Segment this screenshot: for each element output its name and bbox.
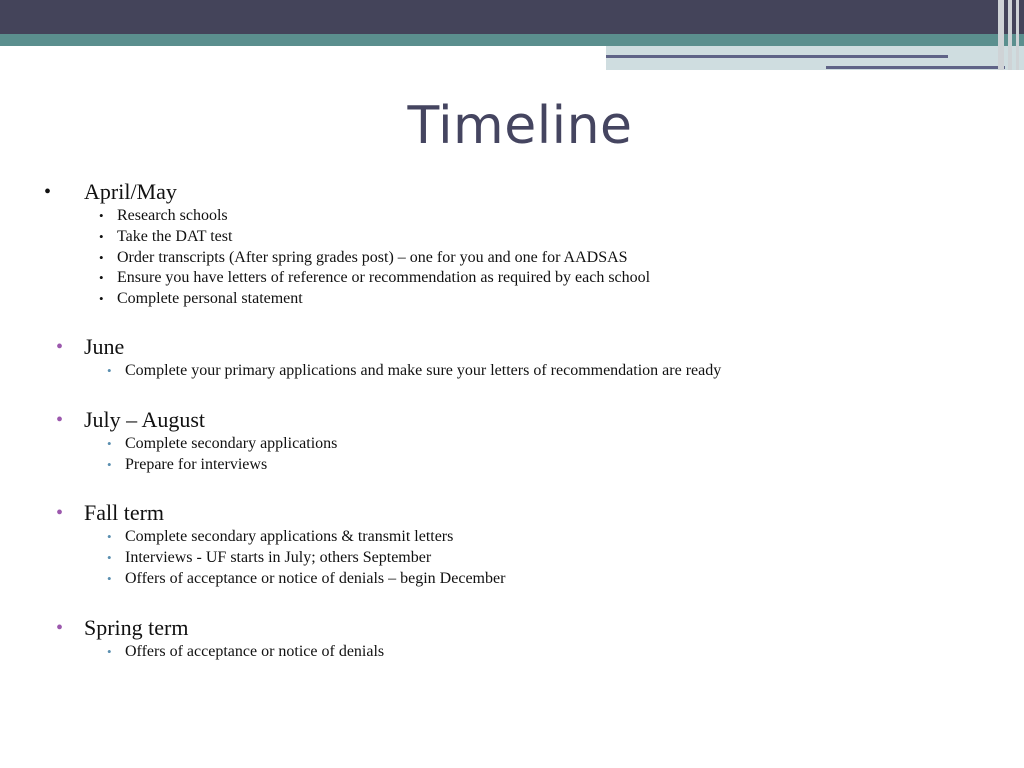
section-heading: April/May bbox=[84, 179, 177, 204]
list-item-text: Complete secondary applications bbox=[125, 435, 338, 452]
bullet-icon: • bbox=[99, 291, 104, 307]
list-item bbox=[0, 455, 1024, 476]
list-item bbox=[0, 527, 1024, 548]
list-item-text: Order transcripts (After spring grades post) – one for you and one for AADSAS bbox=[117, 248, 628, 266]
list-item bbox=[0, 206, 1024, 227]
bullet-icon: • bbox=[56, 409, 64, 431]
timeline-section-april-may bbox=[0, 179, 1024, 310]
bullet-icon: • bbox=[107, 436, 112, 451]
list-item bbox=[0, 569, 1024, 590]
section-heading: Fall term bbox=[84, 500, 165, 525]
timeline-section-spring-term bbox=[0, 615, 1024, 663]
list-item-text: Complete your primary applications and make sure your letters of recommendation are ready bbox=[125, 362, 722, 379]
list-item bbox=[0, 268, 1024, 289]
bullet-icon: • bbox=[107, 363, 112, 378]
bullet-icon: • bbox=[56, 502, 64, 524]
list-item bbox=[0, 642, 1024, 663]
sub-list bbox=[0, 642, 1024, 663]
list-item bbox=[0, 248, 1024, 269]
bullet-icon: • bbox=[99, 228, 104, 244]
timeline-section-fall-term bbox=[0, 500, 1024, 589]
list-item-text: Offers of acceptance or notice of denials bbox=[125, 643, 385, 660]
section-heading-row bbox=[0, 179, 1024, 205]
list-item bbox=[0, 289, 1024, 310]
bullet-icon: • bbox=[107, 570, 112, 586]
bullet-icon: • bbox=[99, 270, 104, 286]
section-heading-row bbox=[0, 615, 1024, 641]
section-heading-row bbox=[0, 407, 1024, 433]
bullet-icon: • bbox=[107, 549, 112, 565]
bullet-icon: • bbox=[56, 617, 64, 639]
list-item bbox=[0, 227, 1024, 248]
sub-list bbox=[0, 527, 1024, 589]
sub-list bbox=[0, 206, 1024, 310]
bullet-icon: • bbox=[44, 181, 52, 203]
bullet-icon: • bbox=[107, 644, 112, 659]
section-heading: June bbox=[84, 334, 125, 359]
list-item-text: Complete personal statement bbox=[117, 290, 303, 308]
section-heading-row bbox=[0, 334, 1024, 360]
section-heading: Spring term bbox=[84, 615, 189, 640]
bullet-icon: • bbox=[107, 529, 112, 544]
list-item-text: Take the DAT test bbox=[117, 227, 233, 245]
slide-title: Timeline bbox=[407, 96, 633, 156]
list-item-text: Complete secondary applications & transmit letters bbox=[125, 528, 454, 545]
timeline-section-june bbox=[0, 334, 1024, 382]
list-item-text: Ensure you have letters of reference or recommendation as required by each school bbox=[117, 269, 651, 287]
list-item-text: Research schools bbox=[117, 207, 228, 224]
sub-list bbox=[0, 361, 1024, 382]
section-heading-row bbox=[0, 500, 1024, 526]
list-item-text: Interviews - UF starts in July; others September bbox=[125, 548, 432, 566]
section-heading: July – August bbox=[84, 407, 206, 432]
list-item-text: Offers of acceptance or notice of denials – begin December bbox=[125, 569, 506, 587]
list-item bbox=[0, 548, 1024, 569]
sub-list bbox=[0, 434, 1024, 476]
bullet-icon: • bbox=[99, 208, 104, 223]
bullet-icon: • bbox=[56, 336, 64, 358]
list-item-text: Prepare for interviews bbox=[125, 455, 268, 473]
bullet-icon: • bbox=[107, 456, 112, 472]
list-item bbox=[0, 434, 1024, 455]
timeline-section-july-august bbox=[0, 407, 1024, 476]
bullet-icon: • bbox=[99, 249, 104, 265]
list-item bbox=[0, 361, 1024, 382]
